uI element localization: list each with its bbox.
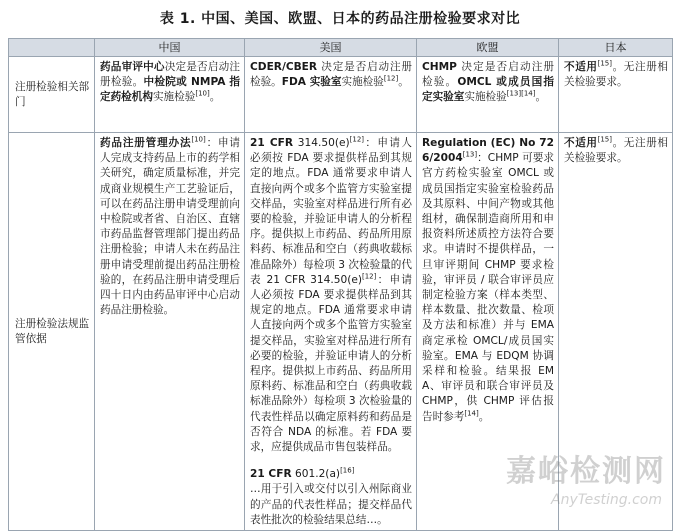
header-japan: 日本 [559, 39, 673, 57]
table-title: 表 1. 中国、美国、欧盟、日本的药品注册检验要求对比 [159, 11, 521, 27]
cell-us-regulations: 21 CFR 314.50(e)[12]：申请人必须按 FDA 要求提供样品到其规定的地点。FDA 通常要求申请人直接向两个或多个监管方实验室提交样品，实验室对样品进行所有必要的检验，并验证申请人的分析程序。提供拟上市药品、药品所用原料药、标准品和空白（药典收载标准品除外）每检项 3 次检验量的代表 21 CFR 314.50(e)[12]：申请人必须按 FDA 要求提供样品到其规定的地点。FDA 通常要求申请人直接向两个或多个监管方实验室提交样品，实验室对样品进行所有必要的检验，并验证申请人的分析程序。提供拟上市药品、药品所用原料药、标准品和空白（药典收载标准品除外）每检项 3 次检验量的代表性样品以确定原料药和药品是否符合 NDA 的标准。若 FDA 要求，应提供成品市售包装样品。 21 CFR 601.2(a)[16] …用于引入或交付以引入州际商业的产品的代表性样品；提交样品代表性批次的检验结果总结…。 [245, 133, 417, 531]
row-label-departments: 注册检验相关部门 [9, 57, 95, 133]
header-empty [9, 39, 95, 57]
cell-china-departments: 药品审评中心决定是否启动注册检验。中检院或 NMPA 指定药检机构实施检验[10]。 [95, 57, 245, 133]
cell-japan-departments: 不适用[15]。无注册相关检验要求。 [559, 57, 673, 133]
watermark-url: AnyTesting.com [551, 492, 662, 508]
cell-us-departments: CDER/CBER 决定是否启动注册检验。FDA 实验室实施检验[12]。 [245, 57, 417, 133]
cell-eu-regulations: Regulation (EC) No 726/2004[13]：CHMP 可要求官方药检实验室 OMCL 或成员国指定实验室检验药品及其原料、中间产物或其他组材，确保制造商所用和申报资料所述质控方法符合要求。申请时不提供样品，一旦审评期间 CHMP 要求检验，审评员 / 联合审评员应制定检验方案（样本类型、样本数量、批次数量、检项及方法和标准）并与 EMA 商定承检 OMCL/成员国实验室。EMA 与 EDQM 协调采样和检验。结果报 EMA、审评员和联合审评员及 CHMP，供 CHMP 评估报告时参考[14]。 [417, 133, 559, 531]
header-row [9, 39, 673, 57]
header-us: 美国 [245, 39, 417, 57]
watermark-logo: 嘉峪检测网 [506, 454, 666, 489]
row-label-regulations: 注册检验法规监管依据 [9, 133, 95, 531]
cell-japan-regulations: 不适用[15]。无注册相关检验要求。 [559, 133, 673, 531]
header-eu: 欧盟 [417, 39, 559, 57]
cell-eu-departments: CHMP 决定是否启动注册检验。OMCL 或成员国指定实验室实施检验[13][14]。 [417, 57, 559, 133]
header-china: 中国 [95, 39, 245, 57]
cell-china-regulations: 药品注册管理办法[10]：申请人完成支持药品上市的药学相关研究，确定质量标准，并完成商业规模生产工艺验证后，可以在药品注册申请受理前向中检院或者省、自治区、直辖市药品监督管理部门提出药品注册检验；申请人未在药品注册申请受理前提出药品注册检验的，在药品注册申请受理后四十日内由药品审评中心启动药品注册检验。 [95, 133, 245, 531]
table-row [9, 57, 673, 133]
